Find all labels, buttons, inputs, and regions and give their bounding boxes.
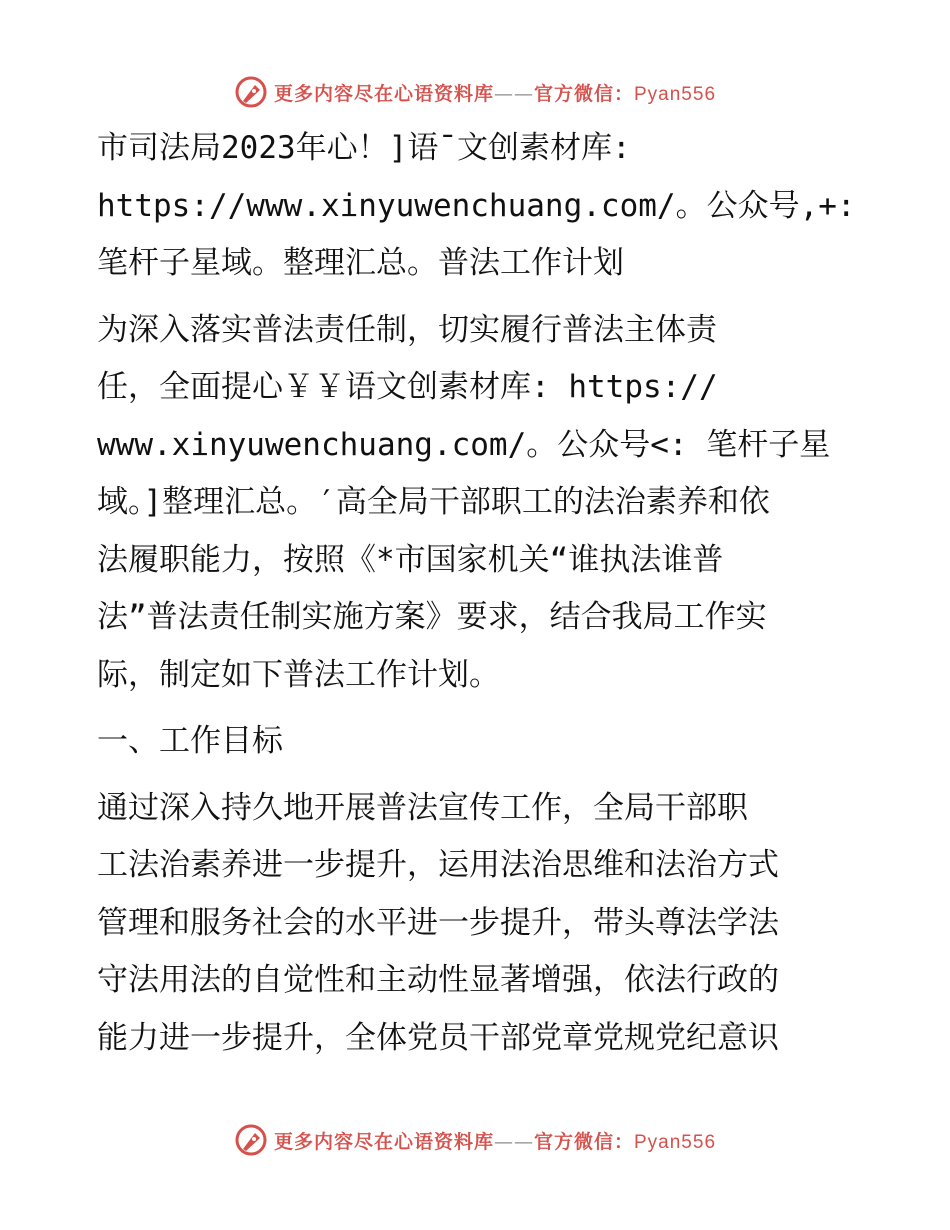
pen-nib-logo-icon bbox=[234, 1123, 268, 1157]
intro-line: 法”普法责任制实施方案》要求，结合我局工作实 bbox=[97, 599, 767, 635]
watermark-main-text: 更多内容尽在心语资料库 bbox=[273, 1130, 494, 1153]
watermark-wechat-id: Pyan556 bbox=[634, 1131, 717, 1153]
body-line: 能力进一步提升，全体党员干部党章党规党纪意识 bbox=[97, 1019, 779, 1056]
watermark-wechat-id: Pyan556 bbox=[634, 83, 717, 105]
document-body bbox=[97, 120, 857, 1067]
watermark-text bbox=[274, 79, 716, 106]
intro-line: www.xinyuwenchuang.com/。公众号<: 笔杆子星 bbox=[97, 426, 831, 463]
intro-line: 法履职能力，按照《*市国家机关“谁执法谁普 bbox=[97, 541, 724, 578]
body-line: 守法用法的自觉性和主动性显著增强，依法行政的 bbox=[97, 962, 779, 998]
body-paragraph bbox=[97, 780, 857, 1068]
intro-paragraph bbox=[97, 302, 857, 705]
intro-line: 域。]整理汇总。′高全局干部职工的法治素养和依 bbox=[97, 484, 770, 520]
watermark-wechat-label: 官方微信： bbox=[533, 1130, 634, 1153]
watermark-main-text: 更多内容尽在心语资料库 bbox=[273, 82, 494, 105]
body-line: 通过深入持久地开展普法宣传工作，全局干部职 bbox=[97, 789, 748, 826]
title-line: https://www.xinyuwenchuang.com/。公众号,+: bbox=[97, 187, 856, 224]
watermark-separator: —— bbox=[493, 82, 534, 105]
body-line: 工法治素养进一步提升，运用法治思维和法治方式 bbox=[97, 847, 779, 883]
watermark-wechat-label: 官方微信： bbox=[533, 82, 634, 105]
title-line: 笔杆子星域。整理汇总。普法工作计划 bbox=[97, 245, 624, 281]
watermark-text bbox=[274, 1127, 716, 1154]
pen-nib-logo-icon bbox=[234, 75, 268, 109]
header-watermark bbox=[0, 72, 950, 112]
title-line: 市司法局2023年心！]语¯文创素材库: bbox=[97, 130, 631, 166]
watermark-separator: —— bbox=[493, 1130, 534, 1153]
footer-watermark bbox=[0, 1120, 950, 1160]
intro-line: 任，全面提心￥￥语文创素材库: https:// bbox=[97, 369, 718, 405]
document-title bbox=[97, 120, 857, 293]
section-heading-text: 一、工作目标 bbox=[97, 723, 283, 759]
body-line: 管理和服务社会的水平进一步提升，带头尊法学法 bbox=[97, 904, 779, 941]
intro-line: 为深入落实普法责任制，切实履行普法主体责 bbox=[97, 311, 717, 348]
section-heading bbox=[97, 713, 857, 771]
intro-line: 际，制定如下普法工作计划。 bbox=[97, 656, 500, 693]
